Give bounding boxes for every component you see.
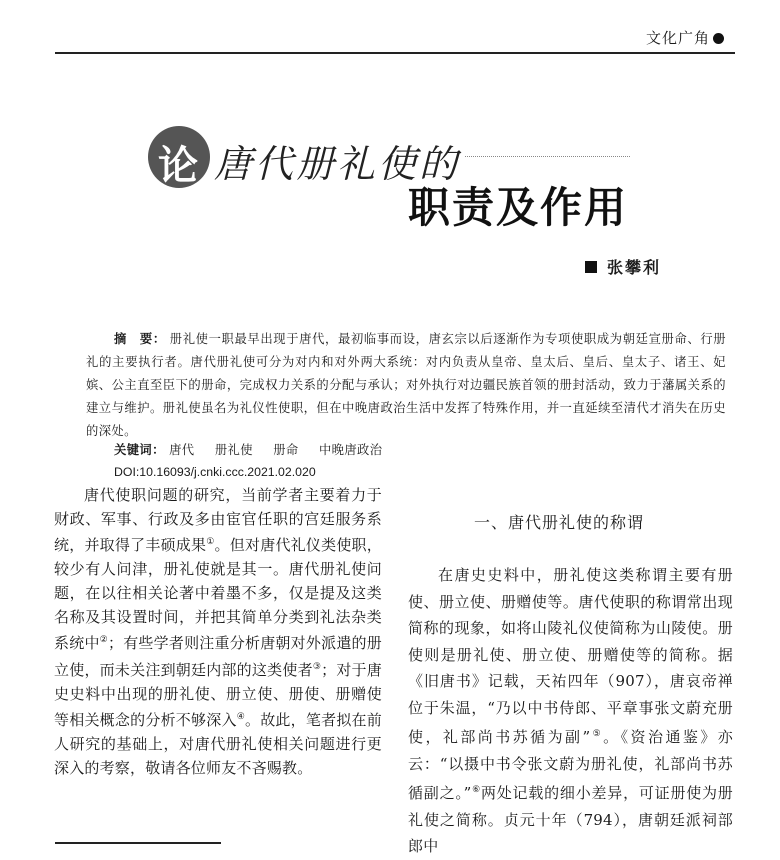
section-label: 文化广角 [645, 29, 710, 47]
left-column-paragraph [54, 484, 382, 780]
abstract-label: 摘 要： [114, 331, 166, 346]
header-rule [55, 52, 735, 54]
square-bullet-icon [585, 261, 597, 273]
abstract-text: 册礼使一职最早出现于唐代，最初临事而设，唐玄宗以后逐渐作为专项使职成为朝廷宣册命、行册礼的主要执行者。唐代册礼使可分为对内和对外两大系统：对内负责从皇帝、皇太后、皇后、皇太子、诸王、妃嫔、公主直至臣下的册命，完成权力关系的分配与承认；对外执行对边疆民族首领的册封活动，致力于藩属关系的建立与维护。册礼使虽名为礼仪性使职，但在中晚唐政治生活中发挥了特殊作用，并一直延续至清代才消失在历史的深处。 [86, 332, 726, 438]
keyword: 唐代 [169, 443, 195, 457]
right-column-paragraph [408, 562, 733, 860]
keyword: 册礼使 [214, 443, 253, 457]
author-byline [585, 255, 661, 278]
footnote-ref: ① [206, 537, 215, 548]
abstract [86, 327, 726, 443]
footnote-ref: ③ [312, 661, 322, 672]
body-text: ；有些学者则注重分析唐朝对外派遣的册立使，而未关注到朝廷内部的这类使者 [54, 634, 382, 679]
footnote-ref: ④ [236, 712, 245, 723]
body-text: 唐代使职问题的研究，当前学者主要着力于财政、军事、行政及多由宦官任职的宫廷服务系统，并取得了丰硕成果 [54, 486, 382, 555]
keywords [114, 440, 398, 458]
body-text: 。但对唐代礼仪类使职，较少有人问津，册礼使就是其一。唐代册礼使问题，在以往相关论著中着墨不多，仅是提及这类名称及其设置时间，并把其简单分类到礼法杂类系统中 [54, 536, 382, 653]
footnote-ref: ⑥ [471, 785, 481, 795]
title-line2: 职责及作用 [408, 183, 629, 232]
section-heading: 一、唐代册礼使的称谓 [474, 513, 645, 532]
keyword: 中晚唐政治 [318, 443, 383, 457]
title-line1: 唐代册礼使的 [214, 142, 461, 186]
keywords-label: 关键词： [114, 442, 165, 457]
body-text: 在唐史史料中，册礼使这类称谓主要有册使、册立使、册赠使等。唐代使职的称谓常出现简称的现象，如将山陵礼仪使简称为山陵使。册使则是册礼使、册立使、册赠使等的简称。据《旧唐书》记载，天祐四年（907），唐哀帝禅位于朱温，“乃以中书侍郎、平章事张文蔚充册使，礼部尚书苏循为副” [408, 566, 733, 746]
body-text: 。《资治通鉴》亦云：“以摄中书令张文蔚为册礼使，礼部尚书苏循副之。” [408, 728, 734, 802]
section-name [646, 27, 724, 48]
body-text: 两处记载的细小差异，可证册使为册礼使之简称。贞元十年（794），唐朝廷派祠部郎中 [408, 784, 734, 855]
author-name: 张攀利 [607, 258, 662, 277]
title-dotted-rule [465, 156, 630, 157]
keyword: 册命 [273, 443, 299, 457]
footnote-ref: ⑤ [590, 729, 604, 739]
footnote-ref: ② [99, 635, 108, 646]
body-text: 。故此，笔者拟在前人研究的基础上，对唐代册礼使相关问题进行更深入的考察，敬请各位师友不吝赐教。 [54, 711, 382, 777]
title-badge-char: 论 [158, 142, 198, 189]
section-dot-icon [713, 33, 724, 44]
footnote-rule [55, 842, 221, 844]
body-text: ；对于唐史史料中出现的册礼使、册立使、册使、册赠使等相关概念的分析不够深入 [54, 660, 382, 730]
title-badge [148, 126, 210, 188]
doi: DOI:10.16093/j.cnki.ccc.2021.02.020 [114, 465, 316, 479]
